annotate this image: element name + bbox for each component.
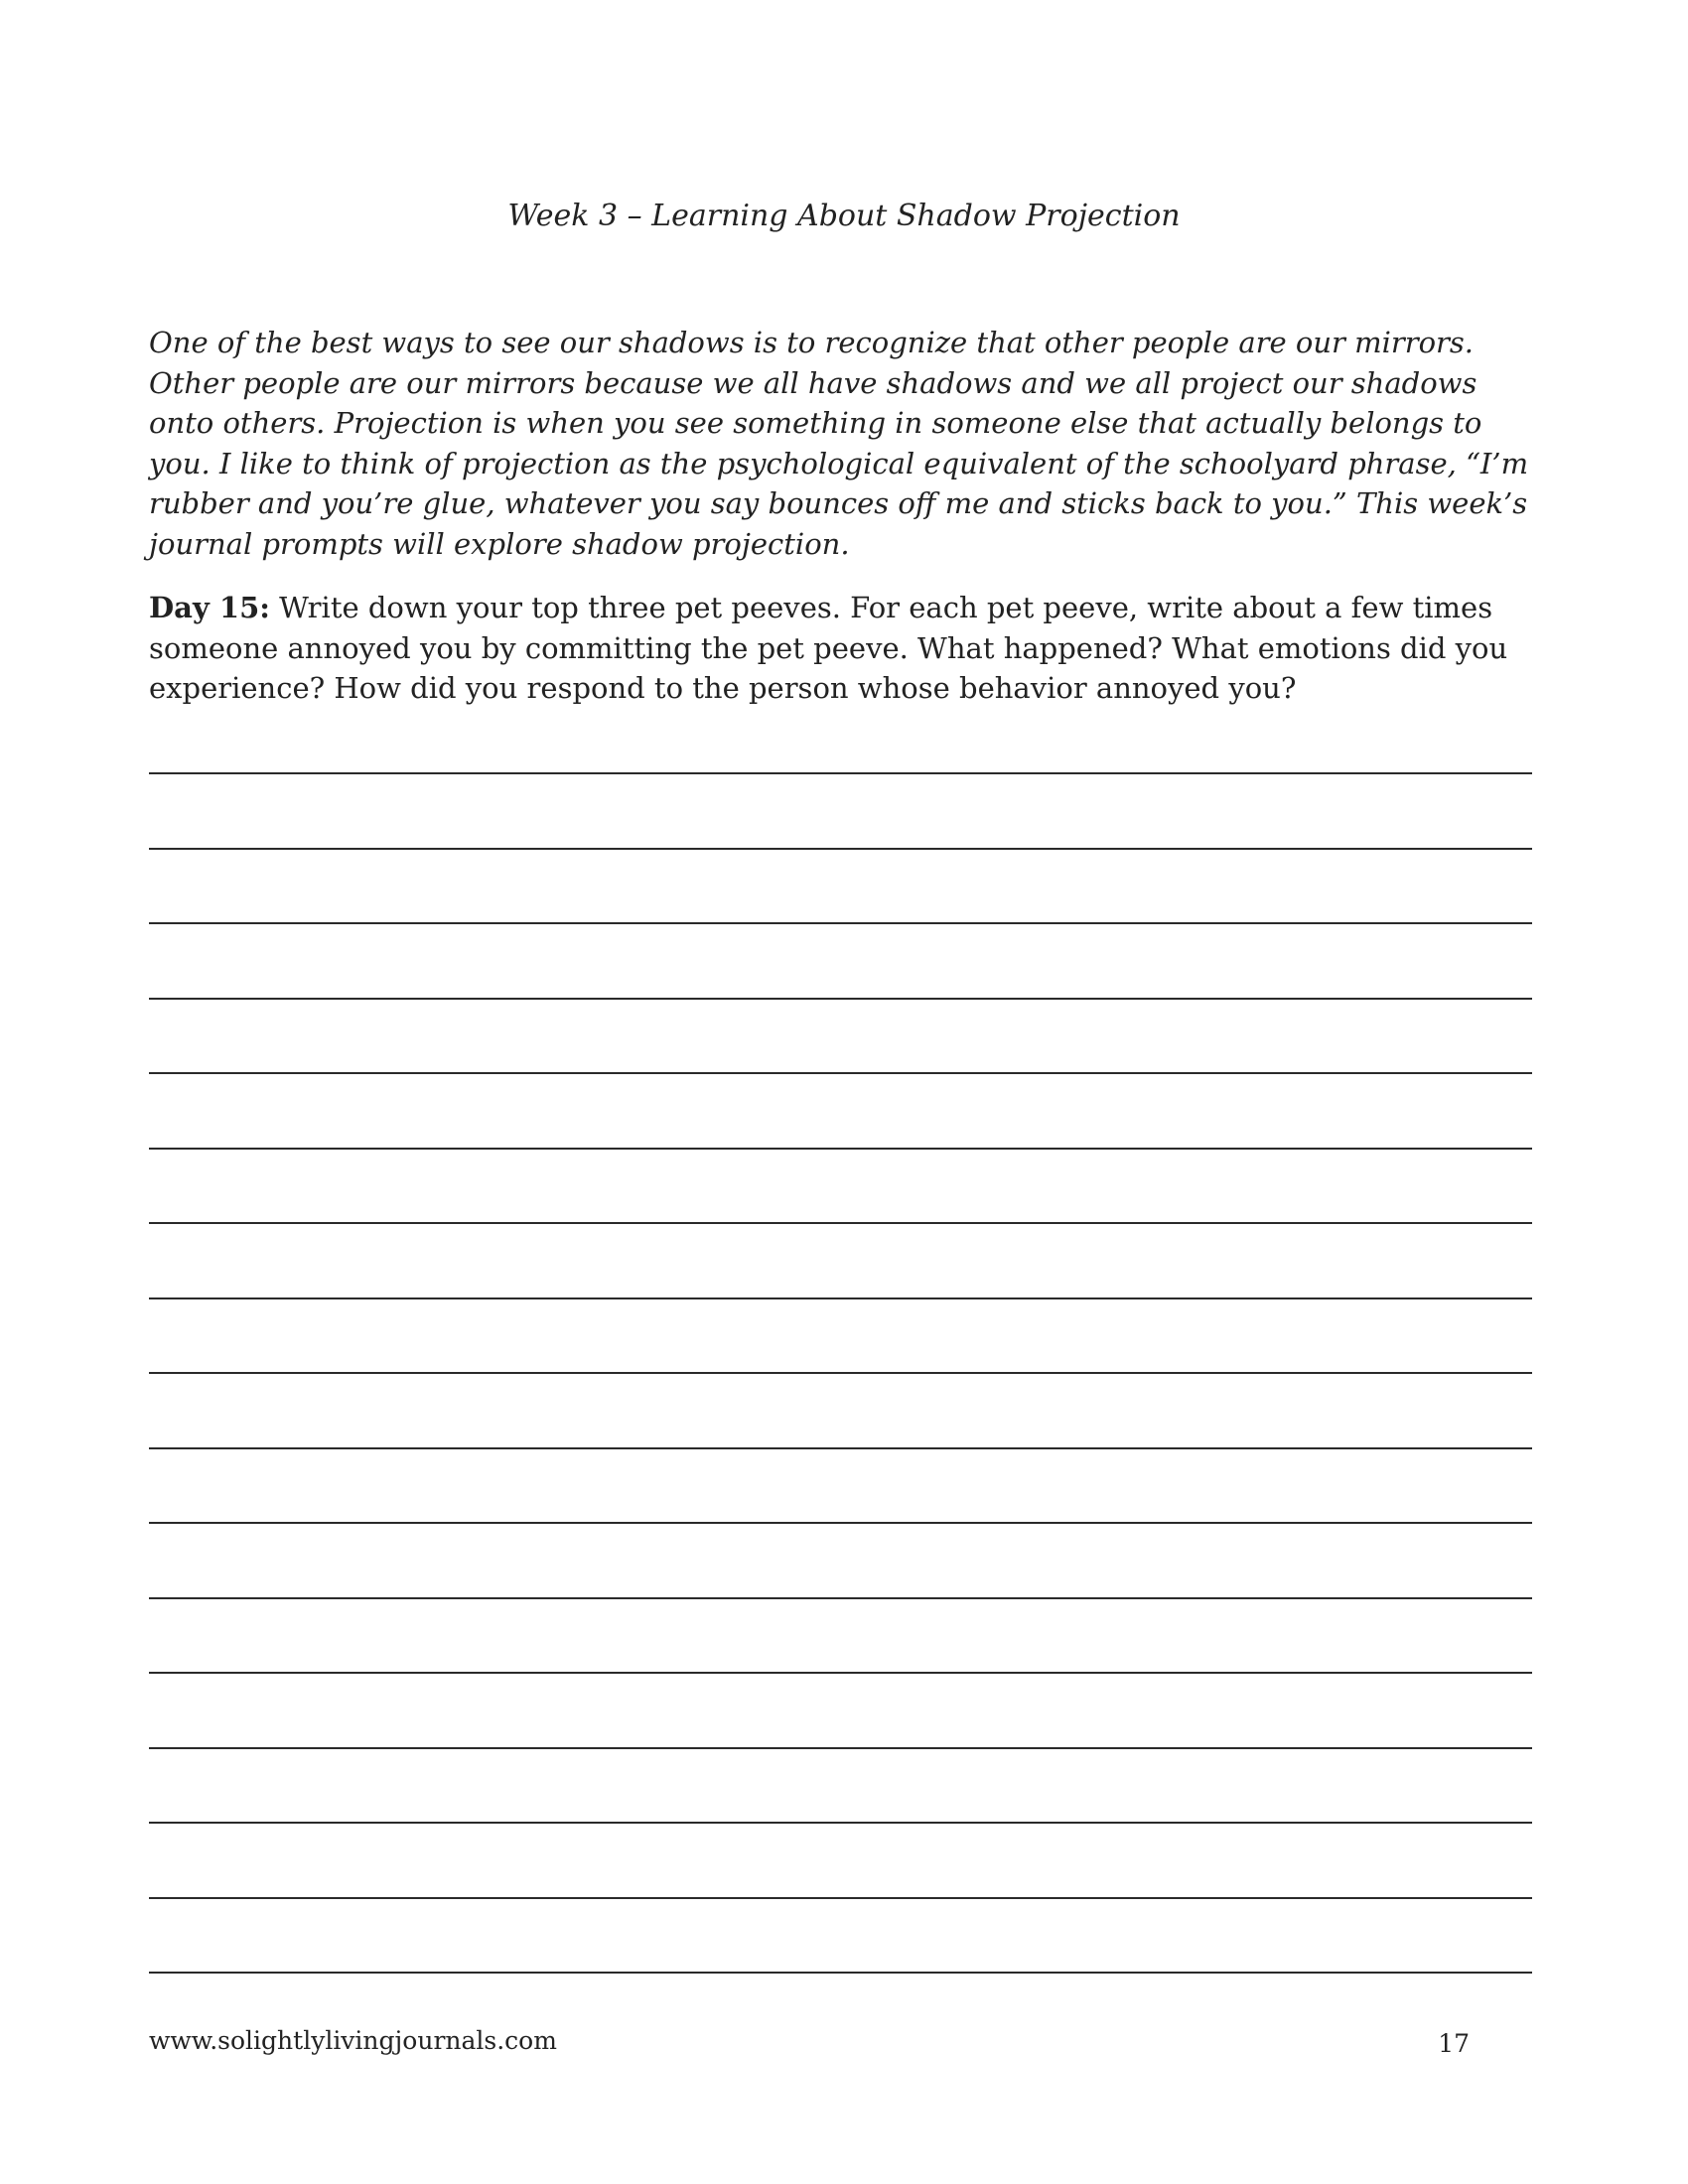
writing-line[interactable] [149,1672,1532,1674]
page-number: 17 [1438,2029,1470,2058]
writing-line[interactable] [149,1972,1532,1974]
writing-line[interactable] [149,998,1532,1000]
writing-line[interactable] [149,1222,1532,1224]
writing-line[interactable] [149,1148,1532,1150]
intro-paragraph: One of the best ways to see our shadows is to recognize that other people are our mirrors. Other people are our mirrors because we all have shadows and we all project our shadows onto others. Projection is when you see something in someone else that actually belongs to you. I like to think of projection as the psychological equivalent of the schoolyard phrase, “I’m rubber and you’re glue, whatever you say bounces off me and sticks back to you.” This week’s journal prompts will explore shadow projection. [149,326,1529,561]
writing-line[interactable] [149,1897,1532,1899]
writing-lines [149,772,1532,1974]
page-title: Week 3 – Learning About Shadow Projection [507,199,1181,233]
writing-line[interactable] [149,1297,1532,1299]
footer-website: www.solightlylivingjournals.com [149,2026,557,2055]
writing-line[interactable] [149,1822,1532,1824]
writing-line[interactable] [149,772,1532,774]
writing-line[interactable] [149,1072,1532,1074]
writing-line[interactable] [149,1447,1532,1449]
writing-line[interactable] [149,1597,1532,1599]
prompt-day-label: Day 15: [149,591,270,624]
writing-line[interactable] [149,1372,1532,1374]
journal-prompt [149,588,1534,709]
writing-line[interactable] [149,1522,1532,1524]
writing-line[interactable] [149,922,1532,924]
writing-line[interactable] [149,848,1532,850]
prompt-text: Write down your top three pet peeves. For each pet peeve, write about a few times someone annoyed you by committing the pet peeve. What happened? What emotions did you experience? How did you respond to the person whose behavior annoyed you? [149,591,1508,705]
writing-line[interactable] [149,1747,1532,1749]
